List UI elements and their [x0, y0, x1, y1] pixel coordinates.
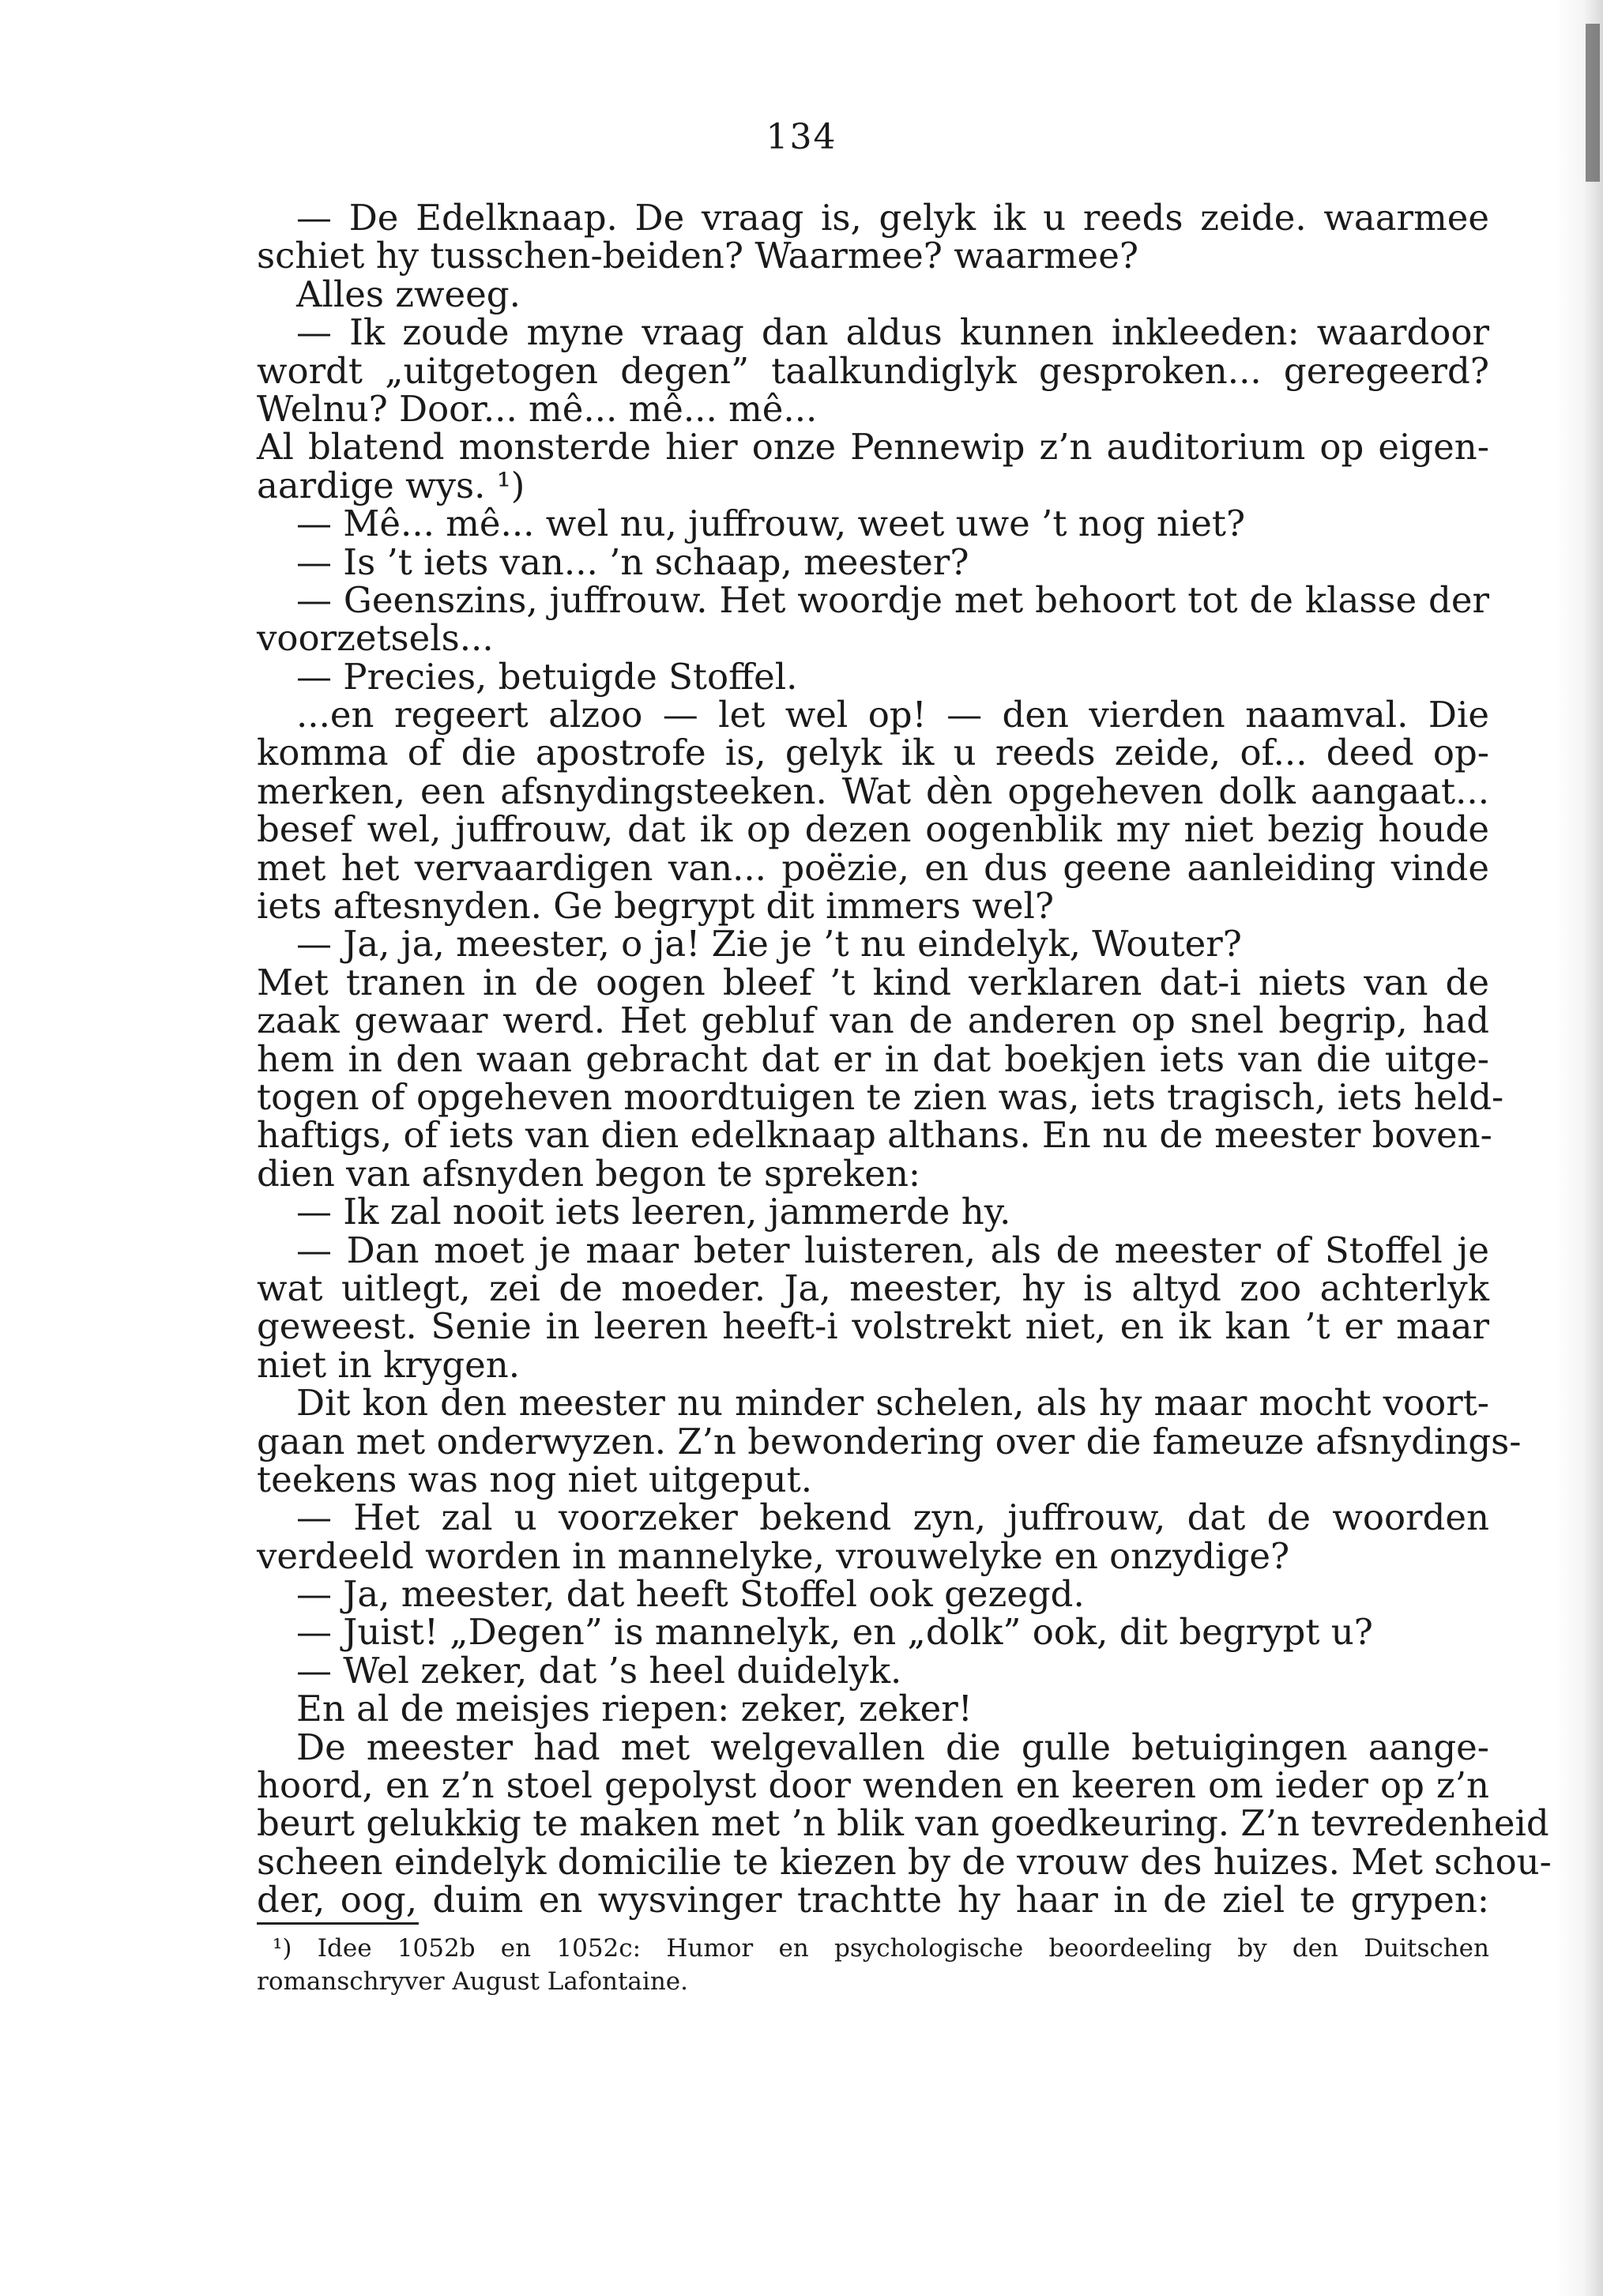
text-line: — Het zal u voorzeker bekend zyn, juffrouw, dat de woorden [296, 1496, 1489, 1539]
text-line: wordt „uitgetogen degen” taalkundiglyk gesproken... geregeerd? [257, 349, 1489, 392]
text-line: — Ik zal nooit iets leeren, jammerde hy. [296, 1191, 1011, 1233]
text-line: — Juist! „Degen” is mannelyk, en „dolk” ook, dit begrypt u? [296, 1611, 1373, 1654]
text-line: iets aftesnyden. Ge begrypt dit immers wel? [257, 885, 1055, 928]
text-line: niet in krygen. [257, 1343, 520, 1386]
scan-edge-shadow [1556, 0, 1603, 2296]
text-line: verdeeld worden in mannelyke, vrouwelyke en onzydige? [257, 1534, 1290, 1577]
text-line: komma of die apostrofe is, gelyk ik u reeds zeide, of... deed op- [257, 732, 1489, 774]
text-line: — Mê... mê... wel nu, juffrouw, weet uwe ’t nog niet? [296, 502, 1246, 545]
text-line: besef wel, juffrouw, dat ik op dezen oogenblik my niet bezig houde [257, 808, 1489, 851]
text-line: — Dan moet je maar beter luisteren, als de meester of Stoffel je [296, 1229, 1489, 1271]
footnote-line: romanschryver August Lafontaine. [257, 1967, 688, 1996]
text-line: — De Edelknaap. De vraag is, gelyk ik u reeds zeide. waarmee [296, 197, 1489, 239]
text-line: haftigs, of iets van dien edelknaap althans. En nu de meester boven- [257, 1114, 1492, 1157]
text-line: Dit kon den meester nu minder schelen, als hy maar mocht voort- [296, 1382, 1489, 1425]
text-line: geweest. Senie in leeren heeft-i volstrekt niet, en ik kan ’t er maar [257, 1305, 1489, 1348]
text-line: — Ik zoude myne vraag dan aldus kunnen inkleeden: waardoor [296, 311, 1489, 354]
page-number: 134 [766, 117, 837, 157]
text-line: — Precies, betuigde Stoffel. [296, 655, 798, 698]
text-line: beurt gelukkig te maken met ’n blik van goedkeuring. Z’n tevredenheid [257, 1802, 1549, 1845]
text-line: dien van afsnyden begon te spreken: [257, 1152, 921, 1195]
text-line: De meester had met welgevallen die gulle betuigingen aange- [296, 1726, 1489, 1768]
text-line: En al de meisjes riepen: zeker, zeker! [296, 1688, 973, 1730]
text-line: hoord, en z’n stoel gepolyst door wenden en keeren om ieder op z’n [257, 1764, 1489, 1807]
text-line: ...en regeert alzoo — let wel op! — den vierden naamval. Die [296, 694, 1489, 736]
text-line: met het vervaardigen van... poëzie, en dus geene aanleiding vinde [257, 846, 1489, 889]
footnote-divider [257, 1922, 419, 1925]
text-line: der, oog, duim en wysvinger trachtte hy haar in de ziel te grypen: [257, 1879, 1489, 1921]
text-line: voorzetsels... [257, 617, 494, 660]
text-line: Alles zweeg. [296, 273, 521, 315]
footnote-line: ¹) Idee 1052b en 1052c: Humor en psychologische beoordeeling by den Duitschen [273, 1934, 1489, 1963]
text-line: merken, een afsnydingsteeken. Wat dèn opgeheven dolk aangaat... [257, 770, 1489, 812]
text-line: wat uitlegt, zei de moeder. Ja, meester, hy is altyd zoo achterlyk [257, 1267, 1489, 1309]
text-line: — Geenszins, juffrouw. Het woordje met behoort tot de klasse der [296, 578, 1489, 621]
text-line: hem in den waan gebracht dat er in dat boekjen iets van die uitge- [257, 1037, 1489, 1080]
text-line: — Is ’t iets van... ’n schaap, meester? [296, 540, 969, 583]
text-line: Al blatend monsterde hier onze Pennewip z’n auditorium op eigen- [257, 426, 1489, 469]
text-line: Welnu? Door... mê... mê... mê... [257, 387, 818, 430]
scan-edge-mark [1586, 24, 1600, 182]
text-line: — Ja, ja, meester, o ja! Zie je ’t nu eindelyk, Wouter? [296, 923, 1242, 965]
text-line: scheen eindelyk domicilie te kiezen by de vrouw des huizes. Met schou- [257, 1840, 1552, 1883]
text-line: Met tranen in de oogen bleef ’t kind verklaren dat-i niets van de [257, 961, 1489, 1003]
body-text [257, 197, 1552, 1921]
text-line: — Wel zeker, dat ’s heel duidelyk. [296, 1649, 902, 1692]
footnotes [257, 1932, 1489, 1998]
text-line: zaak gewaar werd. Het gebluf van de anderen op snel begrip, had [257, 999, 1489, 1042]
text-line: gaan met onderwyzen. Z’n bewondering over die fameuze afsnydings- [257, 1420, 1522, 1462]
text-line: teekens was nog niet uitgeput. [257, 1458, 813, 1500]
text-line: aardige wys. ¹) [257, 464, 525, 506]
text-line: togen of opgeheven moordtuigen te zien was, iets tragisch, iets held- [257, 1075, 1504, 1118]
text-line: — Ja, meester, dat heeft Stoffel ook gezegd. [296, 1573, 1085, 1616]
text-line: schiet hy tusschen-beiden? Waarmee? waarmee? [257, 235, 1138, 277]
